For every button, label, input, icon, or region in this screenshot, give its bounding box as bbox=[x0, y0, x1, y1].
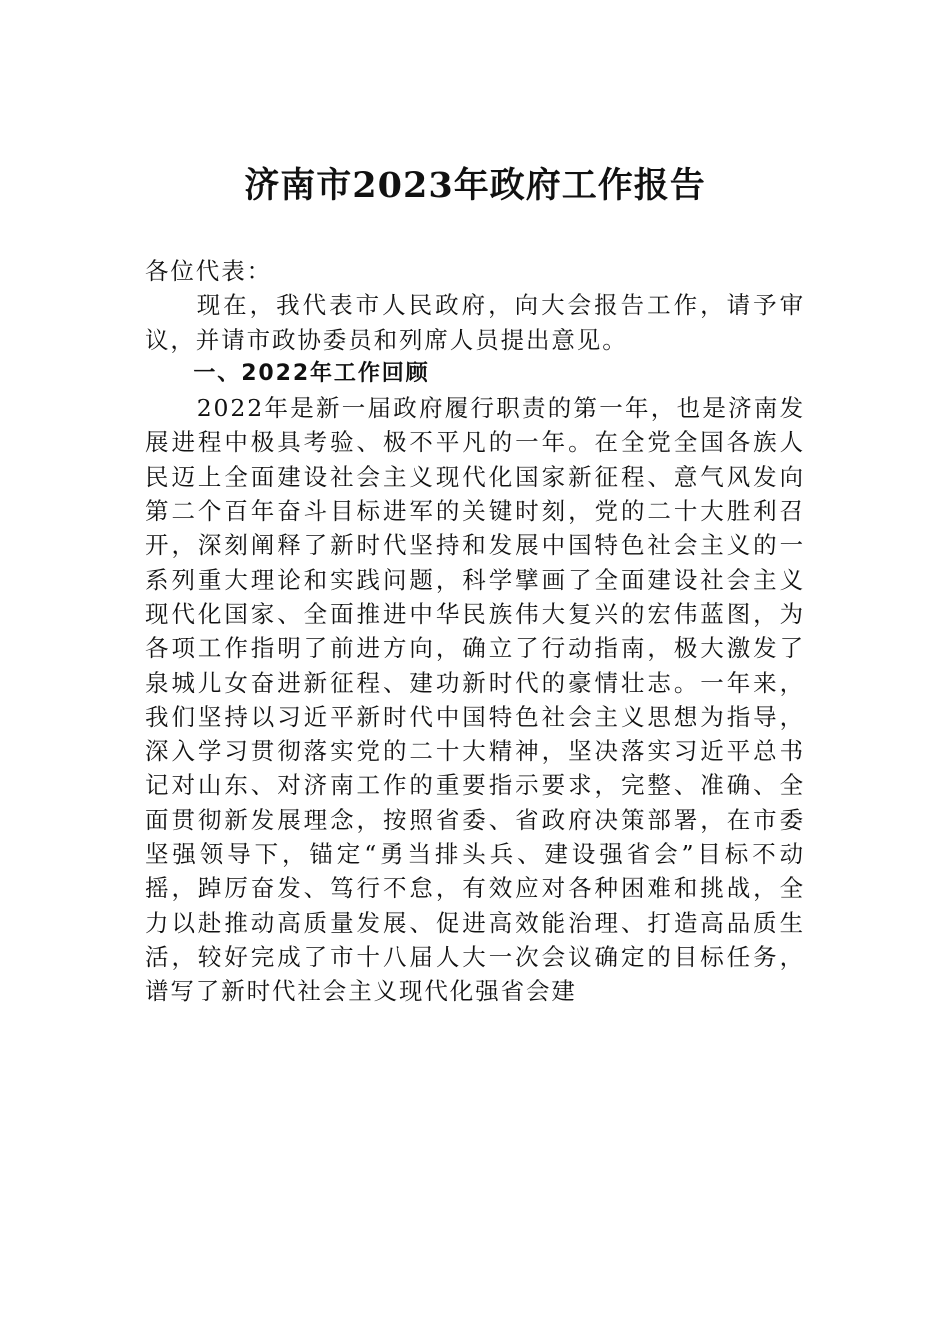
section-paragraph: 2022年是新一届政府履行职责的第一年，也是济南发展进程中极具考验、极不平凡的一年。在全党全国各族人民迈上全面建设社会主义现代化国家新征程、意气风发向第二个百年奋斗目标进军的关键时刻，党的二十大胜利召开，深刻阐释了新时代坚持和发展中国特色社会主义的一系列重大理论和实践问题，科学擘画了全面建设社会主义现代化国家、全面推进中华民族伟大复兴的宏伟蓝图，为各项工作指明了前进方向，确立了行动指南，极大激发了泉城儿女奋进新征程、建功新时代的豪情壮志。一年来，我们坚持以习近平新时代中国特色社会主义思想为指导，深入学习贯彻落实党的二十大精神，坚决落实习近平总书记对山东、对济南工作的重要指示要求，完整、准确、全面贯彻新发展理念，按照省委、省政府决策部署，在市委坚强领导下，锚定“勇当排头兵、建设强省会”目标不动摇，踔厉奋发、笃行不怠，有效应对各种困难和挑战，全力以赴推动高质量发展、促进高效能治理、打造高品质生活，较好完成了市十八届人大一次会议确定的目标任务，谱写了新时代社会主义现代化强省会建 bbox=[145, 394, 805, 1006]
document-title: 济南市2023年政府工作报告 bbox=[244, 165, 706, 206]
section-heading: 一、2022年工作回顾 bbox=[193, 360, 430, 386]
salutation: 各位代表： bbox=[145, 257, 272, 285]
document-body bbox=[145, 254, 805, 1009]
intro-paragraph: 现在，我代表市人民政府，向大会报告工作，请予审议，并请市政协委员和列席人员提出意见。 bbox=[145, 291, 805, 354]
